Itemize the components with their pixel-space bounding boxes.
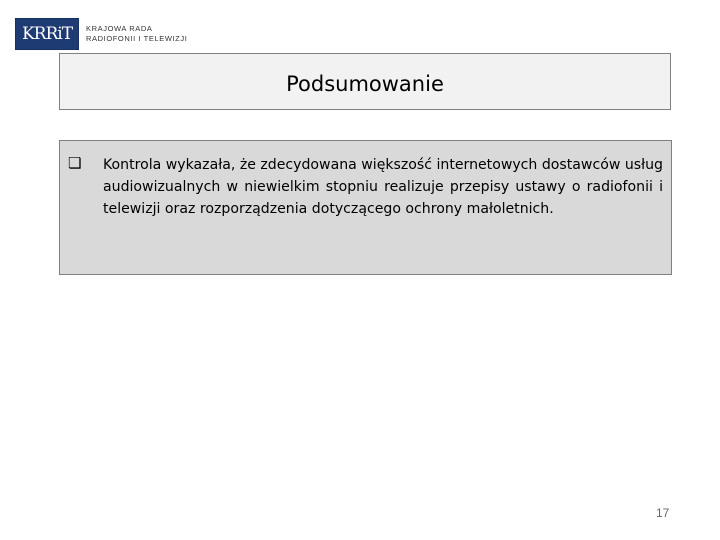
page-number: 17 (656, 506, 670, 520)
krrit-logo (15, 18, 187, 50)
summary-bullet-text: Kontrola wykazała, że zdecydowana większość internetowych dostawców usług audiowizualnych w niewielkim stopniu realizuje przepisy ustawy o radiofonii i telewizji oraz rozporządzenia dotyczącego ochrony małoletnich. (103, 157, 663, 217)
summary-content-box (59, 140, 672, 275)
logo-text-line1: KRAJOWA RADA (86, 24, 153, 33)
slide-title: Podsumowanie (286, 71, 444, 96)
checkbox-square-icon: ❏ (68, 154, 82, 172)
slide-title-box (59, 53, 671, 110)
logo-mark: KRRiT (15, 18, 79, 50)
logo-text-line2: RADIOFONII I TELEWIZJI (86, 34, 188, 43)
logo-text (86, 24, 187, 44)
